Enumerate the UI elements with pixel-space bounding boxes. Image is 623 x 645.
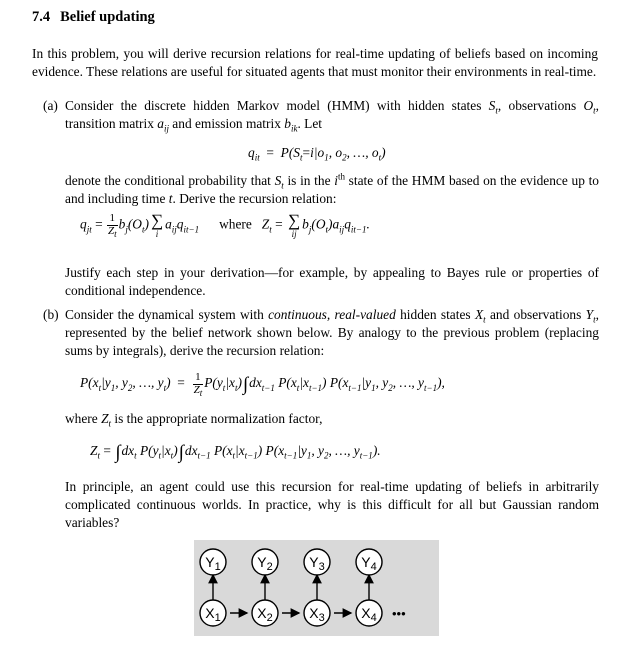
part-a-text: , observations (497, 98, 584, 113)
part-a-text: state of the HMM based on the evidence up to and including time (65, 173, 599, 206)
part-a-label: (a) (43, 98, 58, 113)
section-title: Belief updating (60, 9, 155, 25)
equation-q-recursion: $q_{jt}$ = $\frac{1}{Z_t}$ $b_j(O_t)$ ∑ i $a_{ij}q_{it-1}$ where $Z_t$ = ∑ ij $b_j(O_t)a_{ij}q_{it-1}$. (80, 211, 370, 240)
node-x3-label: $X_3$ (309, 605, 325, 624)
node-x2-label: $X_2$ (257, 605, 273, 624)
part-a-text: . Derive the recursion relation: (172, 190, 337, 206)
node-y1 (200, 549, 226, 575)
part-a-paragraph-2: denote the conditional probability that $S_t$ is in the $i^{th}$ state of the HMM based on the evidence up to and including time t. Derive the recursion relation: (65, 171, 599, 206)
node-x1-label: $X_1$ (205, 605, 221, 624)
equation-q-definition: $q_{it} = P(S_t=i|o_1$, $o_2$, …, $o_t$) (248, 145, 386, 163)
node-y2 (252, 549, 278, 575)
section-number: 7.4 (32, 9, 51, 25)
part-a-paragraph: Consider the discrete hidden Markov model (HMM) with hidden states $S_t$, observations $O_t$, transition matrix $a_{ij}$ and emission matrix $b_{ik}$. Let (65, 98, 599, 134)
part-a-text: and emission matrix (168, 115, 285, 131)
ellipsis-dots: ••• (392, 606, 406, 621)
equation-normalization: $Z_t = \int dx_t$ $P(y_t|x_t)\int dx_{t-1}$ $P(x_t|x_{t-1})$ $P(x_{t-1}|y_1$, $y_2$, …, $y_{t-1}$). (90, 442, 381, 463)
node-y1-label: $Y_1$ (205, 554, 221, 573)
part-a-justify: Justify each step in your derivation—for example, by appealing to Bayes rule or properties of conditional independence. (65, 265, 599, 298)
part-a-text: . Let (297, 115, 322, 131)
part-a-text: Consider the discrete hidden Markov model (HMM) with hidden states (65, 98, 489, 113)
equation-belief-recursion: $P(x_t|y_1$, $y_2$, …, $y_t$) = $\frac{1}{Z_t}$ $P(y_t|x_t)\int dx_{t-1}$ $P(x_t|x_{t-1})$ $P(x_{t-1}|y_1$, $y_2$, …, $y_{t-1}$), (80, 371, 445, 398)
part-b-text: is the appropriate normalization factor, (111, 411, 323, 426)
part-a-text: is in the (283, 173, 335, 188)
part-b-label: (b) (43, 307, 59, 322)
part-b-text: hidden states (395, 307, 475, 322)
part-b-text: , represented by the belief network shown below. By analogy to the previous problem (replacing sums by integrals), derive the recursion relation: (65, 307, 599, 358)
part-a-text: denote the conditional probability that (65, 173, 275, 188)
part-b-text: Consider the dynamical system with (65, 307, 269, 322)
node-x1 (200, 600, 226, 626)
node-y3-label: $Y_3$ (309, 554, 325, 573)
node-y3 (304, 549, 330, 575)
node-x4-label: $X_4$ (361, 605, 377, 624)
node-x4 (356, 600, 382, 626)
part-b-text: where (65, 411, 102, 426)
node-y4-label: $Y_4$ (361, 554, 377, 573)
part-b-closing: In principle, an agent could use this recursion for real-time updating of beliefs in arbitrarily complicated continuous worlds. In practice, why is this difficult for all but Gaussian random variables? (65, 479, 599, 530)
part-b-text: and observations (485, 307, 586, 322)
part-b-emphasis: continuous, real-valued (268, 307, 396, 322)
node-x3 (304, 600, 330, 626)
part-a-text: , transition matrix (65, 98, 599, 131)
node-y4 (356, 549, 382, 575)
node-x2 (252, 600, 278, 626)
intro-paragraph: In this problem, you will derive recursion relations for real-time updating of beliefs based on incoming evidence. These relations are useful for situated agents that must monitor their environments in real-time. (32, 46, 598, 79)
node-y2-label: $Y_2$ (257, 554, 273, 573)
part-b-paragraph: Consider the dynamical system with continuous, real-valued hidden states $X_t$ and observations $Y_t$, represented by the belief network shown below. By analogy to the previous problem (replacing sums by integrals), derive the recursion relation: (65, 307, 599, 358)
part-b-where: where $Z_t$ is the appropriate normalization factor, (65, 411, 323, 429)
section-heading (32, 8, 155, 27)
where-word: where (219, 216, 252, 232)
belief-network-diagram (194, 540, 439, 636)
